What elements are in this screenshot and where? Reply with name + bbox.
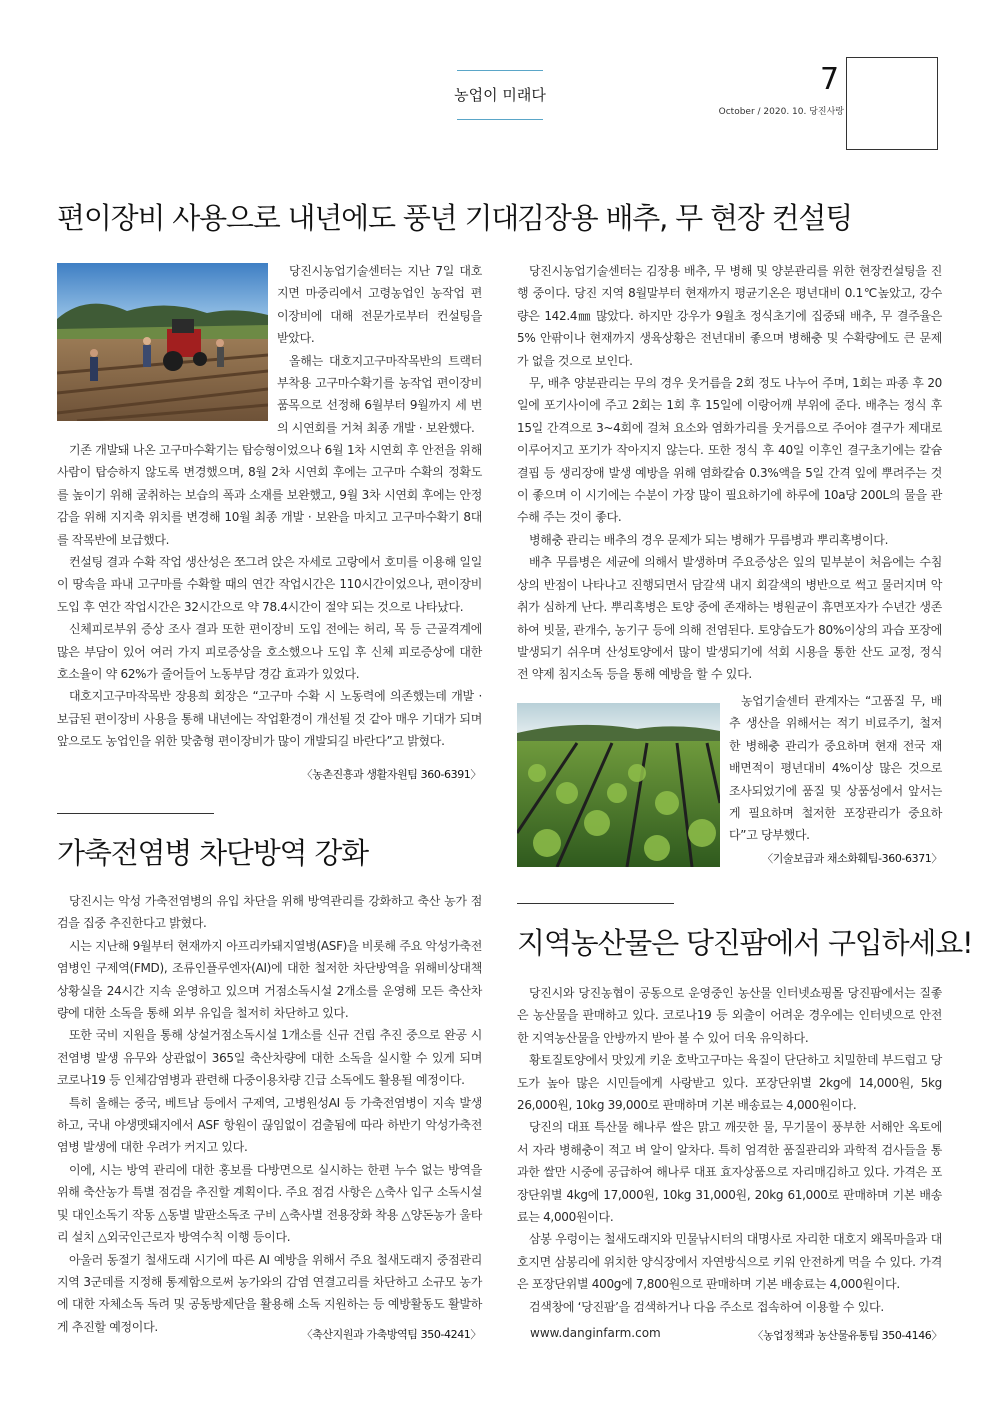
article-4-paragraph: 황토질토양에서 맛있게 키운 호박고구마는 육질이 단단하고 치밀한데 부드럽고 당도가 높아 많은 시민들에게 사랑받고 있다. 포장단위별 2kg에 14,000원, 5kg 26,000원, 10kg 39,000로 판매하며 기본 배송료는 4,000원이다. [517, 1053, 942, 1113]
article-3-source: 〈기술보급과 채소화훼팀-360-6371〉 [762, 852, 942, 865]
article-4-paragraph: 검색창에 ‘당진팜’을 검색하거나 다음 주소로 접속하여 이용할 수 있다. [529, 1299, 884, 1314]
section-label: 농업이 미래다 [454, 86, 546, 104]
article-4-body [517, 982, 942, 1318]
article-1-source: 〈농촌진흥과 생활자원팀 360-6391〉 [301, 768, 481, 781]
article-3-paragraph: 당진시농업기술센터는 김장용 배추, 무 병해 및 양분관리를 위한 현장컨설팅을 진행 중이다. 당진 지역 8월말부터 현재까지 평균기온은 평년대비 0.1℃높았고, 강수량은 142.4㎜ 많았다. 하지만 강우가 9월초 정식초기에 집중돼 배추, 무 결주율은 5% 안팎이나 현재까지 생육상황은 전년대비 좋으며 병해충 및 수확량에도 큰 문제가 없을 것으로 보인다. [517, 264, 942, 368]
article-3-paragraph: 배추 무름병은 세균에 의해서 발생하며 주요증상은 잎의 밑부분이 처음에는 수침상의 반점이 나타나고 진행되면서 담갈색 내지 회갈색의 병반으로 썩고 물러지며 악취가 심하게 난다. 뿌리혹병은 토양 중에 존재하는 병원균이 휴면포자가 수년간 생존하여 빗물, 관개수, 농기구 등에 의해 전염된다. 토양습도가 80%이상의 과습 포장에 발생되기 쉬우며 산성토양에서 많이 발생되기에 석회 시용을 통한 산도 교정, 정식 전 약제 침지소독 등을 통해 예방을 할 수 있다. [517, 555, 942, 682]
article-2-paragraph: 아울러 동절기 철새도래 시기에 따른 AI 예방을 위해서 주요 철새도래지 중점관리지역 3군데를 지정해 통제함으로써 농가와의 감염 연결고리를 차단하고 소규모 농가에 대한 자체소독 독려 및 공동방제단을 활용해 소독 지원하는 등 예방활동도 활발하게 추진할 예정이다. [57, 1252, 482, 1334]
article-4-title: 지역농산물은 당진팜에서 구입하세요! [517, 926, 973, 960]
article-3-paragraph: 병해충 관리는 배추의 경우 문제가 되는 병해가 무름병과 뿌리혹병이다. [529, 532, 889, 547]
article-4-rule [517, 903, 674, 904]
article-1-paragraph: 대호지고구마작목반 장용희 회장은 “고구마 수확 시 노동력에 의존했는데 개발 · 보급된 편이장비 사용을 통해 내년에는 작업환경이 개선될 것 같아 매우 기대가 되며 앞으로도 농업인을 위한 맞춤형 편이장비가 많이 개발되길 바란다”고 밝혔다. [57, 689, 482, 749]
article-2-title: 가축전염병 차단방역 강화 [57, 836, 368, 870]
article-2-body [57, 890, 482, 1338]
article-2-rule [57, 813, 214, 814]
article-2-source: 〈축산지원과 가축방역팀 350-4241〉 [301, 1328, 481, 1341]
page-number: 7 [820, 62, 840, 97]
article-1-paragraph: 컨설팅 결과 수확 작업 생산성은 쪼그려 앉은 자세로 고랑에서 호미를 이용해 일일이 땅속을 파내 고구마를 수확할 때의 연간 작업시간은 110시간이었으나, 편이장비 도입 후 연간 작업시간은 32시간으로 약 78.4시간이 절약 되는 것으로 나타났다. [57, 555, 482, 614]
article-4-source: 〈농업정책과 농산물유통팀 350-4146〉 [752, 1329, 942, 1342]
article-4-paragraph: 삼봉 우렁이는 철새도래지와 민물낚시터의 대명사로 자리한 대호지 왜목마을과 대호지면 삼봉리에 위치한 양식장에서 자연방식으로 키워 안전하게 먹을 수 있다. 가격은 포장단위별 400g에 7,800원으로 판매하며 기본 배송료는 4,000원이다. [517, 1232, 942, 1292]
cabbage-field-photo [517, 703, 720, 867]
article-2-paragraph: 또한 국비 지원을 통해 상설거점소독시설 1개소를 신규 건립 추진 중으로 완공 시 전염병 발생 유무와 상관없이 365일 축산차량에 대한 소독을 실시할 수 있게 되며 코로나19 등 인체감염병과 관련해 다중이용차량 긴급 소독에도 활용될 예정이다. [57, 1028, 482, 1088]
article-2-paragraph: 이에, 시는 방역 관리에 대한 홍보를 다방면으로 실시하는 한편 누수 없는 방역을 위해 축산농가 특별 점검을 추진할 계획이다. 주요 점검 사항은 △축사 입구 소독시설 및 대인소독기 작동 △동별 발판소독조 구비 △축사별 전용장화 착용 △양돈농가 울타리 설치 △외국인근로자 방역수칙 이행 등이다. [57, 1162, 482, 1245]
article-1-paragraph: 신체피로부위 증상 조사 결과 또한 편이장비 도입 전에는 허리, 목 등 근골격계에 많은 부담이 있어 여러 가지 피로증상을 호소했으나 도입 후 신체 피로증상에 대한 호소율이 약 62%가 줄어들어 노동부담 경감 효과가 있었다. [57, 622, 482, 682]
corner-box [846, 57, 938, 150]
article-4-paragraph: 당진시와 당진농협이 공동으로 운영중인 농산물 인터넷쇼핑몰 당진팜에서는 질좋은 농산물을 판매하고 있다. 코로나19 등 외출이 어려운 경우에는 인터넷으로 안전한 지역농산물을 안방까지 받아 볼 수 있어 더욱 유익하다. [517, 986, 942, 1045]
article-1-title: 편이장비 사용으로 내년에도 풍년 기대 [57, 201, 519, 235]
danginfarm-link[interactable]: www.danginfarm.com [530, 1326, 661, 1340]
article-2-paragraph: 특히 올해는 중국, 베트남 등에서 구제역, 고병원성AI 등 가축전염병이 지속 발생하고, 국내 야생멧돼지에서 ASF 항원이 끊임없이 검출됨에 따라 하반기 악성가축전염병 발생에 대한 우려가 커지고 있다. [57, 1095, 482, 1155]
article-1-paragraph: 올해는 대호지고구마작목반의 트랙터 부착용 고구마수확기를 농작업 편이장비 품목으로 선정해 6월부터 9월까지 세 번의 시연회를 거쳐 최종 개발 · 보완했다. [277, 353, 482, 435]
header-top-rule [457, 70, 543, 71]
tractor-field-photo [57, 263, 268, 421]
article-1-paragraph: 당진시농업기술센터는 지난 7일 대호지면 마중리에서 고령농업인 농작업 편이장비에 대해 전문가로부터 컨설팅을 받았다. [277, 264, 482, 346]
article-1-intro [277, 260, 482, 439]
article-1-body [57, 439, 482, 753]
article-3-paragraph: 농업기술센터 관계자는 “고품질 무, 배추 생산을 위해서는 적기 비료주기, 철저한 병해충 관리가 중요하며 현재 전국 재배면적이 평년대비 4%이상 많은 것으로 조사되었기에 품질 및 상품성에서 앞서는게 필요하며 철저한 포장관리가 중요하다”고 당부했다. [729, 694, 942, 843]
article-3-body [517, 260, 942, 686]
article-2-paragraph: 시는 지난해 9월부터 현재까지 아프리카돼지열병(ASF)을 비롯해 주요 악성가축전염병인 구제역(FMD), 조류인플루엔자(AI)에 대한 철저한 차단방역을 위해비상대책상황실을 24시간 지속 운영하고 있으며 거점소독시설 2개소를 운영해 모든 축산차량에 대한 소독을 통해 외부 유입을 철저히 차단하고 있다. [57, 938, 482, 1021]
header-bottom-rule [457, 119, 543, 120]
article-4-paragraph: 당진의 대표 특산물 해나루 쌀은 맑고 깨끗한 물, 무기물이 풍부한 서해안 옥토에서 자라 병해충이 적고 벼 알이 알차다. 특히 엄격한 품질관리와 과학적 검사들을 통과한 쌀만 시중에 공급하여 해나루 대표 효자상품으로 자리매김하고 있다. 가격은 포장단위별 4kg에 17,000원, 10kg 31,000원, 20kg 61,000로 판매하며 기본 배송료는 4,000원이다. [517, 1120, 942, 1225]
article-2-paragraph: 당진시는 악성 가축전염병의 유입 차단을 위해 방역관리를 강화하고 축산 농가 점검을 집중 추진한다고 밝혔다. [57, 894, 482, 931]
issue-line: October / 2020. 10. 당진사랑 [718, 107, 844, 117]
article-3-title: 김장용 배추, 무 현장 컨설팅 [517, 201, 853, 235]
article-1-paragraph: 기존 개발돼 나온 고구마수확기는 탑승형이었으나 6월 1차 시연회 후 안전을 위해 사람이 탑승하지 않도록 변경했으며, 8월 2차 시연회 후에는 고구마 수확의 정확도를 높이기 위해 굴취하는 보습의 폭과 소재를 보완했고, 9월 3차 시연회 후에는 안정감을 위해 지지축 위치를 변경해 10월 최종 개발 · 보완을 마치고 고구마수확기 8대를 작목반에 보급했다. [57, 443, 482, 547]
article-3-quote [729, 690, 942, 847]
article-3-paragraph: 무, 배추 양분관리는 무의 경우 웃거름을 2회 정도 나누어 주며, 1회는 파종 후 20일에 포기사이에 주고 2회는 1회 후 15일에 이랑어깨 부위에 준다. 배추는 정식 후 15일 간격으로 3~4회에 걸쳐 요소와 염화가리를 웃거름으로 주어야 결구가 제대로 이루어지고 포기가 작아지지 않는다. 또한 정식 후 40일 이후인 결구초기에는 칼슘결핍 등 생리장애 발생 예방을 위해 염화칼슘 0.3%액을 5일 간격 잎에 뿌려주는 것이 좋으며 이 시기에는 수분이 가장 많이 필요하기에 하루에 10a당 200L의 물을 관수해 주는 것이 좋다. [517, 376, 942, 525]
